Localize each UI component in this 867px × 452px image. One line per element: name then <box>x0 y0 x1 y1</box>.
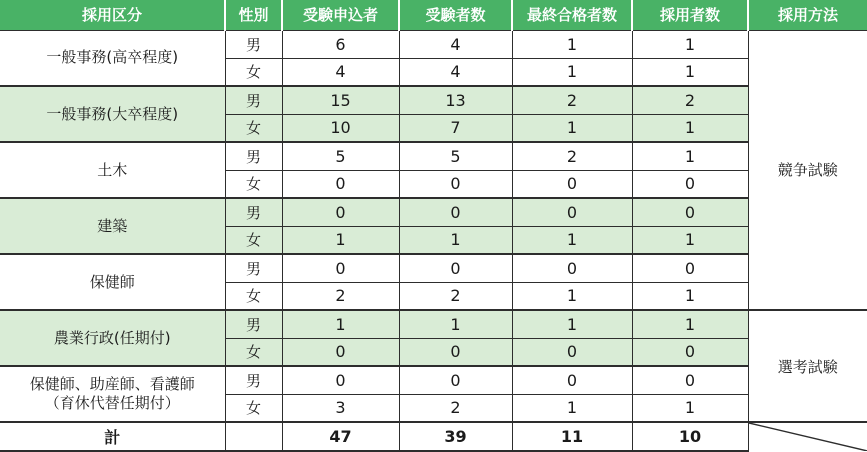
value-cell: 0 <box>632 366 748 394</box>
value-cell: 1 <box>282 226 399 254</box>
value-cell: 0 <box>632 170 748 198</box>
value-cell: 0 <box>399 338 512 366</box>
value-cell: 0 <box>632 254 748 282</box>
value-cell: 13 <box>399 86 512 114</box>
sex-cell: 男 <box>225 142 282 170</box>
value-cell: 1 <box>632 394 748 422</box>
diagonal-slash-icon <box>749 423 867 451</box>
sex-cell: 男 <box>225 310 282 338</box>
header-examinees: 受験者数 <box>399 0 512 30</box>
value-cell: 1 <box>632 282 748 310</box>
value-cell: 1 <box>399 226 512 254</box>
value-cell: 2 <box>632 86 748 114</box>
category-line2: （育休代替任期付） <box>44 394 180 412</box>
sex-cell: 女 <box>225 394 282 422</box>
method-cell-competitive: 競争試験 <box>748 30 867 310</box>
value-cell: 1 <box>512 226 632 254</box>
value-cell: 0 <box>512 170 632 198</box>
sex-cell: 女 <box>225 170 282 198</box>
value-cell: 0 <box>399 366 512 394</box>
sex-cell: 女 <box>225 282 282 310</box>
value-cell: 1 <box>632 30 748 58</box>
value-cell: 0 <box>512 366 632 394</box>
sex-cell: 男 <box>225 30 282 58</box>
value-cell: 4 <box>399 30 512 58</box>
value-cell: 1 <box>512 114 632 142</box>
table-row <box>0 366 867 394</box>
sex-cell: 女 <box>225 58 282 86</box>
value-cell: 15 <box>282 86 399 114</box>
category-cell: 保健師 <box>0 254 225 310</box>
value-cell: 4 <box>399 58 512 86</box>
value-cell: 1 <box>512 310 632 338</box>
sex-cell: 女 <box>225 114 282 142</box>
value-cell: 1 <box>512 282 632 310</box>
sex-cell: 男 <box>225 254 282 282</box>
total-sex-cell-empty <box>225 422 282 451</box>
value-cell: 0 <box>282 338 399 366</box>
value-cell: 3 <box>282 394 399 422</box>
category-cell <box>0 366 225 422</box>
value-cell: 2 <box>512 142 632 170</box>
category-cell: 一般事務(高卒程度) <box>0 30 225 86</box>
value-cell: 1 <box>399 310 512 338</box>
value-cell: 4 <box>282 58 399 86</box>
header-hired: 採用者数 <box>632 0 748 30</box>
value-cell: 1 <box>632 310 748 338</box>
total-label-cell: 計 <box>0 422 225 451</box>
value-cell: 2 <box>399 394 512 422</box>
value-cell: 1 <box>632 226 748 254</box>
value-cell: 1 <box>632 114 748 142</box>
value-cell: 5 <box>282 142 399 170</box>
value-cell: 2 <box>399 282 512 310</box>
total-final-passers-cell: 11 <box>512 422 632 451</box>
total-examinees-cell: 39 <box>399 422 512 451</box>
category-cell: 土木 <box>0 142 225 198</box>
category-cell: 一般事務(大卒程度) <box>0 86 225 142</box>
value-cell: 0 <box>632 198 748 226</box>
category-cell: 農業行政(任期付) <box>0 310 225 366</box>
value-cell: 2 <box>512 86 632 114</box>
value-cell: 0 <box>399 254 512 282</box>
value-cell: 0 <box>399 170 512 198</box>
category-line1: 保健師、助産師、看護師 <box>29 375 195 394</box>
sex-cell: 女 <box>225 338 282 366</box>
table-row <box>0 86 867 114</box>
value-cell: 6 <box>282 30 399 58</box>
header-category: 採用区分 <box>0 0 225 30</box>
value-cell: 1 <box>512 394 632 422</box>
header-final-passers: 最終合格者数 <box>512 0 632 30</box>
value-cell: 0 <box>632 338 748 366</box>
value-cell: 0 <box>512 198 632 226</box>
sex-cell: 男 <box>225 366 282 394</box>
table-row <box>0 198 867 226</box>
value-cell: 0 <box>512 254 632 282</box>
header-sex: 性別 <box>225 0 282 30</box>
value-cell: 0 <box>282 170 399 198</box>
total-row <box>0 422 867 451</box>
table-row <box>0 142 867 170</box>
header-method: 採用方法 <box>748 0 867 30</box>
category-cell: 建築 <box>0 198 225 254</box>
value-cell: 10 <box>282 114 399 142</box>
value-cell: 0 <box>512 338 632 366</box>
value-cell: 1 <box>282 310 399 338</box>
table-row <box>0 310 867 338</box>
table-row <box>0 254 867 282</box>
value-cell: 5 <box>399 142 512 170</box>
sex-cell: 女 <box>225 226 282 254</box>
value-cell: 7 <box>399 114 512 142</box>
sex-cell: 男 <box>225 198 282 226</box>
value-cell: 1 <box>632 142 748 170</box>
table-row <box>0 30 867 58</box>
method-cell-selection: 選考試験 <box>748 310 867 422</box>
value-cell: 2 <box>282 282 399 310</box>
total-applicants-cell: 47 <box>282 422 399 451</box>
value-cell: 0 <box>282 254 399 282</box>
value-cell: 1 <box>512 58 632 86</box>
header-applicants: 受験申込者 <box>282 0 399 30</box>
sex-cell: 男 <box>225 86 282 114</box>
header-row <box>0 0 867 30</box>
value-cell: 1 <box>632 58 748 86</box>
value-cell: 0 <box>282 366 399 394</box>
value-cell: 0 <box>399 198 512 226</box>
value-cell: 0 <box>282 198 399 226</box>
value-cell: 1 <box>512 30 632 58</box>
diagonal-cell <box>748 422 867 451</box>
total-hired-cell: 10 <box>632 422 748 451</box>
